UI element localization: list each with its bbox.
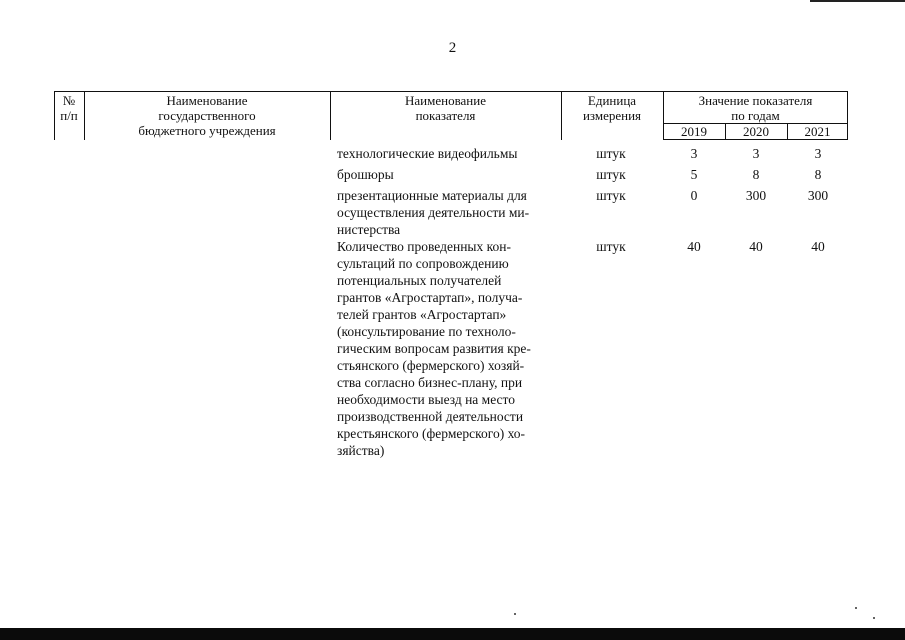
unit-value: штук [596,146,626,161]
page-number: 2 [448,40,457,56]
indicator-name: Количество проведенных кон- сультаций по сопровождению потенциальных получателей грантов «Агростартап», получа- телей грантов «Агростартап» (консультирование по техноло- гическим вопросам развития кре- стьянского (фермерского) хозяй- ства согласно бизнес-плану, при необходимости выезд на место производственной деятельности крестьянского (фермерского) хо- зяйства) [337,239,531,458]
unit-value: штук [596,167,626,182]
value-2020: 3 [752,146,760,161]
indicator-name: технологические видеофильмы [337,146,518,161]
header-year-2021: 2021 [804,124,831,139]
value-2021: 3 [814,146,822,161]
unit-value: штук [596,188,626,203]
value-2020: 8 [752,167,760,182]
table-row [0,187,905,238]
header-indicator: Наименование показателя [405,93,486,123]
scan-bottom-edge [0,628,905,640]
scan-speck [873,617,875,619]
table-row [0,166,905,183]
value-2019: 0 [690,188,698,203]
value-2021: 40 [811,239,825,254]
header-year-2019: 2019 [681,124,707,139]
scan-speck [514,613,516,615]
value-2020: 300 [745,188,767,203]
value-2019: 40 [687,239,701,254]
header-institution: Наименование государственного бюджетного учреждения [138,93,276,138]
table-header [54,91,848,140]
table-row [0,145,905,162]
value-2019: 3 [690,146,698,161]
header-unit: Единица измерения [582,93,642,123]
value-2021: 300 [807,188,829,203]
header-year-2020: 2020 [743,124,769,139]
value-2020: 40 [749,239,763,254]
header-value: Значение показателя по годам [698,93,813,123]
indicator-name: презентационные материалы для осуществления деятельности ми- нистерства [337,188,530,237]
scan-speck [855,607,857,609]
indicator-name: брошюры [337,167,394,182]
table-row [0,238,905,459]
unit-value: штук [596,239,626,254]
value-2019: 5 [690,167,698,182]
top-right-rule [810,0,905,2]
value-2021: 8 [814,167,822,182]
header-no: № п/п [60,93,78,123]
